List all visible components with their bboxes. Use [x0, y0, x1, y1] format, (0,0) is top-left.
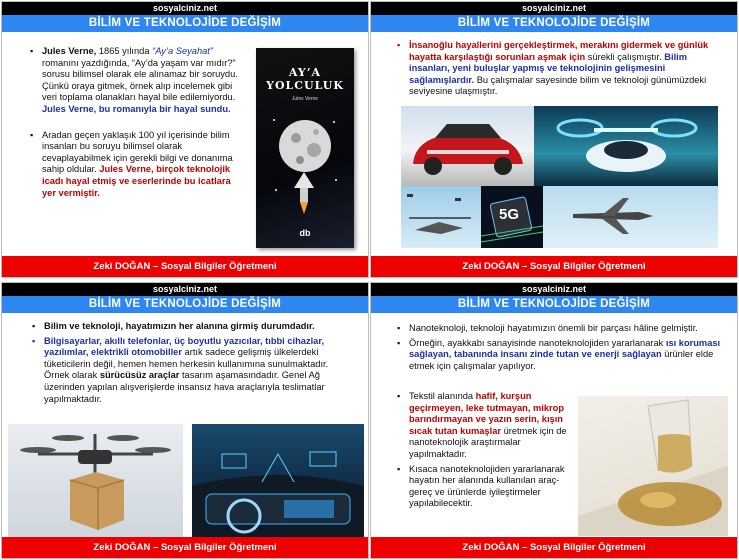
flying-taxi-image	[534, 106, 718, 186]
slide-title: BİLİM VE TEKNOLOJİDE DEĞİŞİM	[2, 15, 368, 32]
bullet-technology-life: ▪ Bilim ve teknoloji, hayatımızın her alanına girmiş durumdadır.	[32, 321, 354, 333]
bullet-devices: ▪ Bilgisayarlar, akıllı telefonlar, üç boyutlu yazıcılar, tıbbi cihazlar, yazılımlar, elektrikli otomobiller artık sadece gelişmiş ülkelerdeki tüketicilerin değil, hemen hemen herkesin kullanımına sunulmaktadır. Örnek olarak sürücüsüz araçlar tasarım aşamasındadır. Genel Ağ üzerinden yapılan alışverişlerde insansız hava araçlarıyla teslimatlar yapılmaktadır.	[32, 336, 354, 406]
slide-footer: Zeki DOĞAN – Sosyal Bilgiler Öğretmeni	[371, 537, 737, 558]
book-title: AY’A YOLCULUK	[266, 66, 344, 92]
electric-car-image	[401, 106, 534, 186]
5g-label: 5G	[499, 206, 520, 223]
bullet-nanotech-intro: ▪ Nanoteknoloji, teknoloji hayatımızın önemli bir parçası hâline gelmiştir.	[397, 323, 727, 335]
site-banner: sosyalciniz.net	[371, 283, 737, 296]
slide-title: BİLİM VE TEKNOLOJİDE DEĞİŞİM	[2, 296, 368, 313]
slide-text	[32, 321, 354, 413]
slide-text-bottom	[397, 391, 575, 518]
book-cover-image	[256, 48, 354, 248]
5g-chip-image	[481, 186, 543, 248]
slide-footer: Zeki DOĞAN – Sosyal Bilgiler Öğretmeni	[2, 256, 368, 277]
slide-title: BİLİM VE TEKNOLOJİDE DEĞİŞİM	[371, 15, 737, 32]
bullet-textile: ▪ Tekstil alanında hafif, kurşun geçirmeyen, leke tutmayan, mikrop barındırmayan ve yazın serin, kışın sıcak tutan kumaşlar üretmek için de nanoteknolojik araştırmalar yapılmaktadır.	[397, 391, 575, 461]
bullet-summary: ▪ Kısaca nanoteknolojiden yararlanarak hayatın her alanında kullanılan araç- gereç ve ürünlerde iyileştirmeler yapılabilecektir.	[397, 464, 575, 510]
slide-footer: Zeki DOĞAN – Sosyal Bilgiler Öğretmeni	[2, 537, 368, 558]
slide-text	[397, 40, 727, 104]
helicopter-drone-image	[401, 186, 481, 248]
publisher-logo: db	[299, 228, 311, 238]
book-author: Jules Verne	[291, 96, 319, 102]
slide-nanotechnology	[370, 282, 738, 559]
slide-title: BİLİM VE TEKNOLOJİDE DEĞİŞİM	[371, 296, 737, 313]
autonomous-car-image	[192, 424, 364, 537]
delivery-drone-image	[8, 424, 183, 537]
moon-illustration	[264, 110, 346, 220]
aircraft-image	[543, 186, 718, 248]
bullet-hundred-years: ▪ Aradan geçen yaklaşık 100 yıl içerisinde bilim insanları bu soruyu bilimsel olarak cevaplayabilmek için gerekli bilgi ve donanıma sahip oldular. Jules Verne, birçok teknolojik icadı hayal etmiş ve eserlerinde bu icatlara yer vermiştir.	[30, 130, 246, 200]
slide-inventions	[370, 1, 738, 278]
bullet-shoe-industry: ▪ Örneğin, ayakkabı sanayisinde nanoteknolojiden yararlanarak ısı koruması sağlayan, tabanında insanı zinde tutan ve enerji sağlayan ürünler elde etmek için çalışmalar yapılıyor.	[397, 338, 727, 373]
slide-text-top	[397, 323, 727, 380]
site-banner: sosyalciniz.net	[2, 283, 368, 296]
site-banner: sosyalciniz.net	[2, 2, 368, 15]
slide-text	[30, 46, 246, 207]
slide-footer: Zeki DOĞAN – Sosyal Bilgiler Öğretmeni	[371, 256, 737, 277]
water-repellent-fabric-image	[578, 396, 728, 536]
slide-jules-verne	[1, 1, 369, 278]
bullet-jules-verne: ▪ Jules Verne, 1865 yılında “Ay’a Seyahat” romanını yazdığında, “Ay’da yaşam var mıdır?” sorusu bilimsel olarak ele alınamaz bir soruydu. Çünkü oraya gitmek, örnek alıp incelemek gibi veri toplama olanakları hayal bile edilemiyordu. Jules Verne, bu romanıyla bir hayal sundu.	[30, 46, 246, 116]
slide-technology-everywhere	[1, 282, 369, 559]
bullet-human-dreams: ▪ İnsanoğlu hayallerini gerçekleştirmek, merakını gidermek ve günlük hayatta karşılaştığı sorunları aşmak için sürekli çalışmıştır. Bilim insanları, yeni buluşlar yapmış ve teknolojinin gelişmesini sağlamışlardır. Bu çalışmalar sayesinde bilim ve teknoloji günümüzdeki seviyesine ulaşmıştır.	[397, 40, 727, 98]
site-banner: sosyalciniz.net	[371, 2, 737, 15]
